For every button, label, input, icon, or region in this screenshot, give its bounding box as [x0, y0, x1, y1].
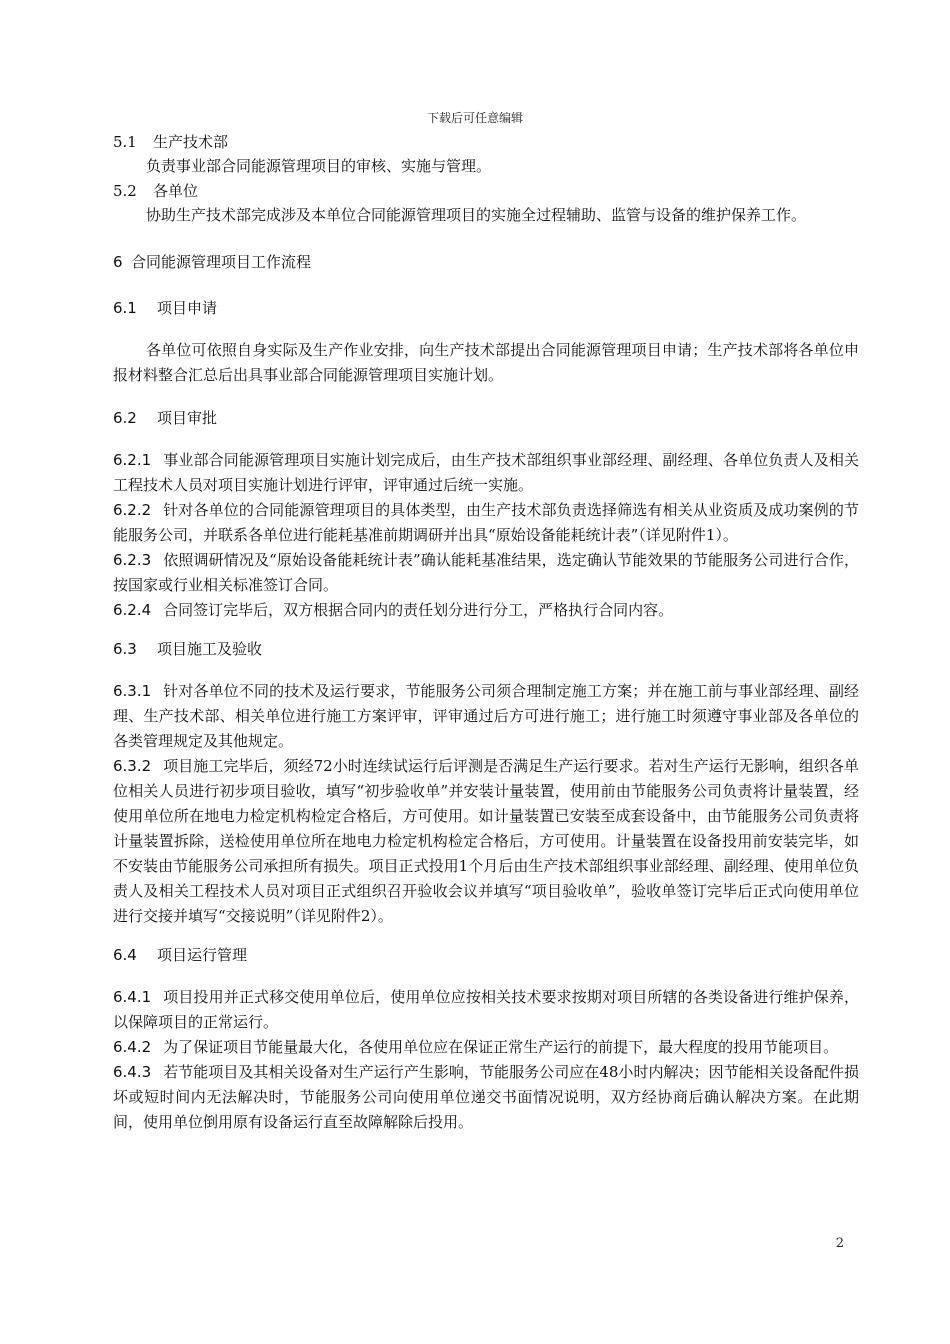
clause-6-2-3 [113, 548, 859, 598]
clause-number: 6.4.1 [113, 988, 152, 1006]
clause-6-3-2 [113, 754, 859, 929]
clause-text: 项目投用并正式移交使用单位后，使用单位应按相关技术要求按期对项目所辖的各类设备进行维护保养，以保障项目的正常运行。 [113, 988, 859, 1031]
section-number: 6.1 [113, 299, 137, 317]
section-title: 项目施工及验收 [157, 640, 263, 658]
clause-number: 6.4.2 [113, 1038, 152, 1056]
section-number: 5.1 [113, 133, 137, 151]
section-6-4-heading [113, 943, 859, 967]
section-title: 项目审批 [157, 409, 218, 427]
section-number: 6 [113, 253, 123, 271]
section-6-3-heading [113, 637, 859, 661]
section-5-1-text: 负责事业部合同能源管理项目的审核、实施与管理。 [146, 157, 492, 175]
clause-6-3-1 [113, 679, 859, 754]
clause-number: 6.3.2 [113, 757, 152, 775]
document-body [113, 130, 859, 1135]
clause-number: 6.2.1 [113, 451, 152, 469]
clause-number: 6.4.3 [113, 1063, 152, 1081]
clause-6-4-1 [113, 985, 859, 1035]
clause-text: 针对各单位的合同能源管理项目的具体类型，由生产技术部负责选择筛选有相关从业资质及成功案例的节能服务公司，并联系各单位进行能耗基准前期调研并出具“原始设备能耗统计表”（详见附件1）。 [113, 501, 859, 544]
section-number: 6.3 [113, 640, 137, 658]
section-number: 5.2 [113, 182, 137, 200]
section-6-1-heading [113, 296, 859, 320]
clause-text: 事业部合同能源管理项目实施计划完成后，由生产技术部组织事业部经理、副经理、各单位负责人及相关工程技术人员对项目实施计划进行评审，评审通过后统一实施。 [113, 451, 859, 494]
clause-number: 6.3.1 [113, 682, 152, 700]
section-6-1-text: 各单位可依照自身实际及生产作业安排，向生产技术部提出合同能源管理项目申请；生产技术部将各单位申报材料整合汇总后出具事业部合同能源管理项目实施计划。 [113, 341, 859, 384]
clause-text: 针对各单位不同的技术及运行要求，节能服务公司须合理制定施工方案；并在施工前与事业部经理、副经理、生产技术部、相关单位进行施工方案评审，评审通过后方可进行施工；进行施工时须遵守事业部及各单位的各类管理规定及其他规定。 [113, 682, 859, 750]
clause-text: 若节能项目及其相关设备对生产运行产生影响，节能服务公司应在48小时内解决；因节能相关设备配件损坏或短时间内无法解决时，节能服务公司向使用单位递交书面情况说明，双方经协商后确认解决方案。在此期间，使用单位倒用原有设备运行直至故障解除后投用。 [113, 1063, 859, 1131]
section-5-2-heading [113, 179, 859, 203]
section-5-1-heading [113, 130, 859, 154]
section-number: 6.4 [113, 946, 137, 964]
clause-number: 6.2.2 [113, 501, 152, 519]
section-title: 生产技术部 [153, 133, 229, 151]
clause-6-4-3 [113, 1060, 859, 1135]
clause-6-2-4 [113, 598, 859, 623]
clause-number: 6.2.3 [113, 551, 152, 569]
clause-number: 6.2.4 [113, 601, 152, 619]
clause-6-2-1 [113, 448, 859, 498]
section-title: 合同能源管理项目工作流程 [131, 253, 312, 271]
section-6-heading [113, 250, 859, 274]
page-number: 2 [835, 1236, 844, 1251]
section-title: 项目申请 [157, 299, 218, 317]
section-title: 各单位 [153, 182, 199, 200]
section-5-2-text: 协助生产技术部完成涉及本单位合同能源管理项目的实施全过程辅助、监管与设备的维护保养工作。 [146, 206, 807, 224]
clause-text: 依照调研情况及“原始设备能耗统计表”确认能耗基准结果，选定确认节能效果的节能服务公司进行合作，按国家或行业相关标准签订合同。 [113, 551, 859, 594]
section-number: 6.2 [113, 409, 137, 427]
clause-text: 为了保证项目节能量最大化，各使用单位应在保证正常生产运行的前提下，最大程度的投用节能项目。 [163, 1038, 839, 1056]
clause-text: 项目施工完毕后，须经72小时连续试运行后评测是否满足生产运行要求。若对生产运行无影响，组织各单位相关人员进行初步项目验收，填写“初步验收单”并安装计量装置，使用前由节能服务公司负责将计量装置，经使用单位所在地电力检定机构检定合格后，方可使用。如计量装置已安装至成套设备中，由节能服务公司负责将计量装置拆除，送检使用单位所在地电力检定机构检定合格后，方可使用。计量装置在设备投用前安装完毕，如不安装由节能服务公司承担所有损失。项目正式投用1个月后由生产技术部组织事业部经理、副经理、使用单位负责人及相关工程技术人员对项目正式组织召开验收会议并填写“项目验收单”，验收单签订完毕后正式向使用单位进行交接并填写“交接说明”（详见附件2）。 [113, 757, 859, 925]
page-header-note: 下载后可任意编辑 [426, 111, 523, 125]
clause-6-2-2 [113, 498, 859, 548]
section-6-2-heading [113, 406, 859, 430]
section-title: 项目运行管理 [157, 946, 248, 964]
clause-text: 合同签订完毕后，双方根据合同内的责任划分进行分工，严格执行合同内容。 [163, 601, 674, 619]
clause-6-4-2 [113, 1035, 859, 1060]
